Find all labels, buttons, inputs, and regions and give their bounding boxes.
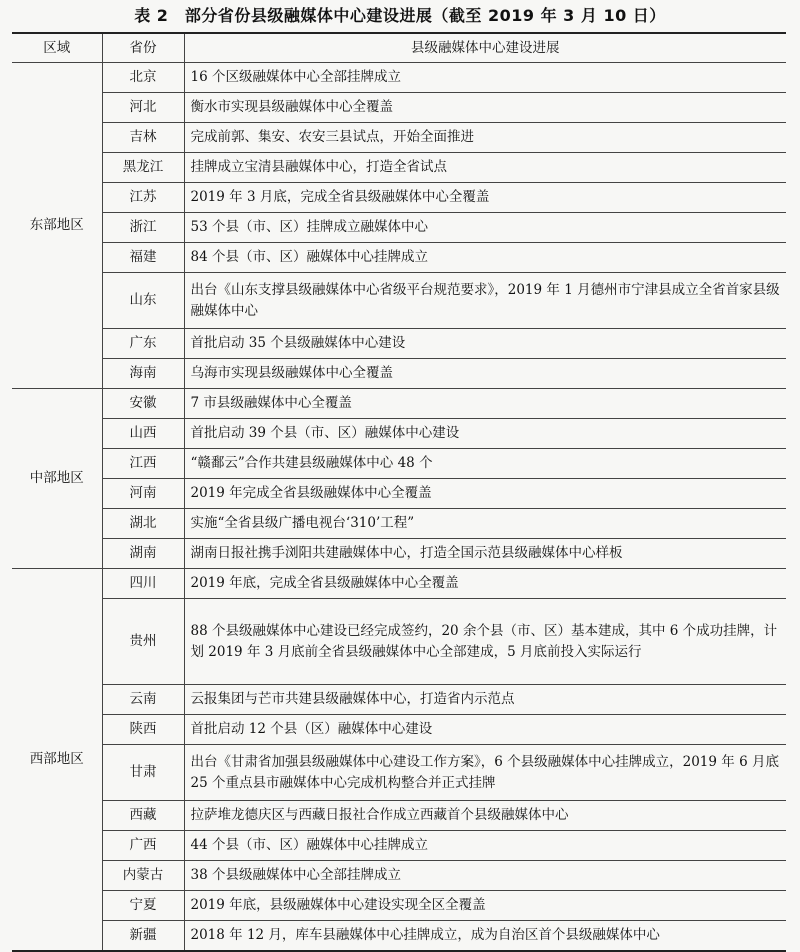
- progress-cell: 38 个县级融媒体中心全部挂牌成立: [184, 861, 786, 891]
- progress-cell: 首批启动 35 个县级融媒体中心建设: [184, 329, 786, 359]
- progress-cell: 2019 年底，县级融媒体中心建设实现全区全覆盖: [184, 891, 786, 921]
- province-cell: 江西: [102, 449, 184, 479]
- table-row: [12, 509, 786, 539]
- region-cell: 西部地区: [12, 569, 102, 951]
- progress-cell: 乌海市实现县级融媒体中心全覆盖: [184, 359, 786, 389]
- province-cell: 新疆: [102, 921, 184, 951]
- region-cell: 东部地区: [12, 63, 102, 389]
- table-row: [12, 801, 786, 831]
- province-cell: 吉林: [102, 123, 184, 153]
- progress-cell: 53 个县（市、区）挂牌成立融媒体中心: [184, 213, 786, 243]
- table-title: 表 2 部分省份县级融媒体中心建设进展（截至 2019 年 3 月 10 日）: [134, 6, 666, 25]
- progress-cell: 衡水市实现县级融媒体中心全覆盖: [184, 93, 786, 123]
- progress-cell: 出台《山东支撑县级融媒体中心省级平台规范要求》，2019 年 1 月德州市宁津县成立全省首家县级融媒体中心: [184, 273, 786, 329]
- progress-cell: 挂牌成立宝清县融媒体中心，打造全省试点: [184, 153, 786, 183]
- table-row: [12, 213, 786, 243]
- province-cell: 黑龙江: [102, 153, 184, 183]
- table-row: [12, 389, 786, 419]
- province-cell: 河北: [102, 93, 184, 123]
- table-row: [12, 449, 786, 479]
- header-province: 省份: [102, 33, 184, 63]
- region-cell: 中部地区: [12, 389, 102, 569]
- table-row: [12, 831, 786, 861]
- progress-cell: 84 个县（市、区）融媒体中心挂牌成立: [184, 243, 786, 273]
- header-row: [12, 33, 786, 63]
- province-cell: 广东: [102, 329, 184, 359]
- progress-cell: 出台《甘肃省加强县级融媒体中心建设工作方案》，6 个县级融媒体中心挂牌成立，2019 年 6 月底 25 个重点县市融媒体中心完成机构整合并正式挂牌: [184, 745, 786, 801]
- progress-cell: 2018 年 12 月，库车县融媒体中心挂牌成立，成为自治区首个县级融媒体中心: [184, 921, 786, 951]
- province-cell: 内蒙古: [102, 861, 184, 891]
- table-row: [12, 569, 786, 599]
- progress-cell: 实施“全省县级广播电视台‘310’工程”: [184, 509, 786, 539]
- province-cell: 西藏: [102, 801, 184, 831]
- progress-cell: “赣鄱云”合作共建县级融媒体中心 48 个: [184, 449, 786, 479]
- province-cell: 海南: [102, 359, 184, 389]
- province-cell: 云南: [102, 685, 184, 715]
- table-row: [12, 539, 786, 569]
- table-row: [12, 329, 786, 359]
- table-row: [12, 419, 786, 449]
- province-cell: 河南: [102, 479, 184, 509]
- table-row: [12, 153, 786, 183]
- table-row: [12, 861, 786, 891]
- progress-cell: 2019 年 3 月底，完成全省县级融媒体中心全覆盖: [184, 183, 786, 213]
- province-cell: 广西: [102, 831, 184, 861]
- province-cell: 安徽: [102, 389, 184, 419]
- province-cell: 宁夏: [102, 891, 184, 921]
- progress-cell: 44 个县（市、区）融媒体中心挂牌成立: [184, 831, 786, 861]
- table-row: [12, 479, 786, 509]
- table-row: [12, 745, 786, 801]
- province-cell: 贵州: [102, 599, 184, 685]
- table-row: [12, 273, 786, 329]
- progress-cell: 湖南日报社携手浏阳共建融媒体中心，打造全国示范县级融媒体中心样板: [184, 539, 786, 569]
- progress-cell: 完成前郭、集安、农安三县试点，开始全面推进: [184, 123, 786, 153]
- province-cell: 福建: [102, 243, 184, 273]
- table-row: [12, 123, 786, 153]
- progress-cell: 首批启动 39 个县（市、区）融媒体中心建设: [184, 419, 786, 449]
- province-cell: 湖北: [102, 509, 184, 539]
- progress-cell: 88 个县级融媒体中心建设已经完成签约，20 余个县（市、区）基本建成，其中 6 个成功挂牌，计划 2019 年 3 月底前全省县级融媒体中心全部建成，5 月底前投入实际运行: [184, 599, 786, 685]
- table-row: [12, 63, 786, 93]
- province-cell: 浙江: [102, 213, 184, 243]
- table-row: [12, 599, 786, 685]
- progress-cell: 云报集团与芒市共建县级融媒体中心，打造省内示范点: [184, 685, 786, 715]
- progress-cell: 首批启动 12 个县（区）融媒体中心建设: [184, 715, 786, 745]
- progress-cell: 拉萨堆龙德庆区与西藏日报社合作成立西藏首个县级融媒体中心: [184, 801, 786, 831]
- progress-cell: 16 个区级融媒体中心全部挂牌成立: [184, 63, 786, 93]
- progress-table: [12, 32, 786, 952]
- province-cell: 甘肃: [102, 745, 184, 801]
- table-row: [12, 891, 786, 921]
- progress-cell: 2019 年完成全省县级融媒体中心全覆盖: [184, 479, 786, 509]
- province-cell: 山西: [102, 419, 184, 449]
- province-cell: 湖南: [102, 539, 184, 569]
- progress-cell: 2019 年底，完成全省县级融媒体中心全覆盖: [184, 569, 786, 599]
- table-row: [12, 243, 786, 273]
- province-cell: 北京: [102, 63, 184, 93]
- table-row: [12, 183, 786, 213]
- header-region: 区域: [12, 33, 102, 63]
- province-cell: 山东: [102, 273, 184, 329]
- header-progress: 县级融媒体中心建设进展: [184, 33, 786, 63]
- province-cell: 陕西: [102, 715, 184, 745]
- province-cell: 四川: [102, 569, 184, 599]
- table-row: [12, 921, 786, 951]
- table-row: [12, 359, 786, 389]
- progress-cell: 7 市县级融媒体中心全覆盖: [184, 389, 786, 419]
- table-row: [12, 685, 786, 715]
- province-cell: 江苏: [102, 183, 184, 213]
- table-row: [12, 93, 786, 123]
- table-row: [12, 715, 786, 745]
